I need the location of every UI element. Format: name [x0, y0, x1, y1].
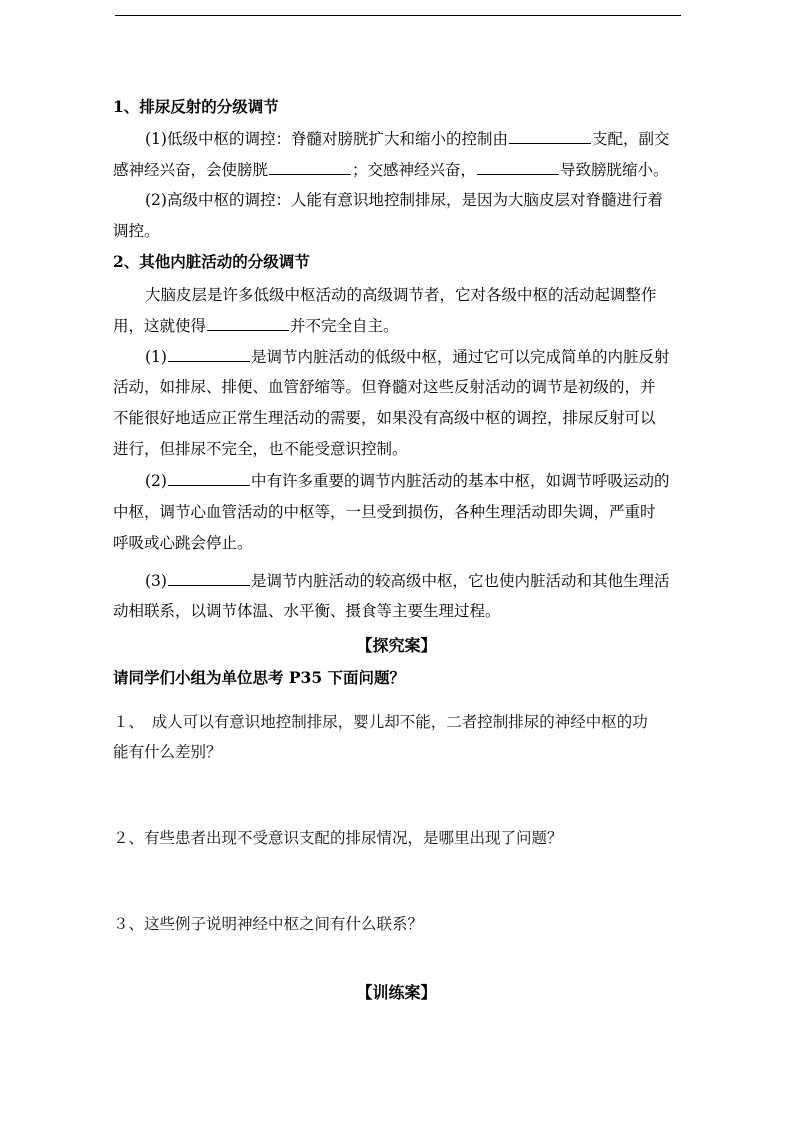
text: 感神经兴奋，会使膀胱: [113, 161, 269, 179]
s2-item1-line4: 进行，但排尿不完全，也不能受意识控制。: [113, 440, 408, 458]
question-3: ３、这些例子说明神经中枢之间有什么联系？: [113, 915, 424, 933]
explore-prompt: 请同学们小组为单位思考 P35 下面问题？: [113, 668, 406, 687]
section1-heading: 1、排尿反射的分级调节: [113, 97, 279, 116]
answer-blank[interactable]: [477, 159, 559, 175]
answer-blank[interactable]: [269, 159, 351, 175]
s1-p2-line2: 调控。: [113, 222, 160, 240]
answer-blank[interactable]: [207, 315, 289, 331]
s2-item1-line1: [145, 346, 693, 367]
text: (2): [145, 472, 167, 490]
header-rule: [115, 15, 681, 16]
answer-blank[interactable]: [509, 128, 591, 144]
s2-intro-line2: [113, 315, 693, 336]
text: (1): [145, 348, 167, 366]
text: 是调节内脏活动的低级中枢，通过它可以完成简单的内脏反射: [250, 348, 670, 366]
text: 中有许多重要的调节内脏活动的基本中枢，如调节呼吸运动的: [250, 472, 670, 490]
s2-intro-line1: 大脑皮层是许多低级中枢活动的高级调节者，它对各级中枢的活动起调整作: [145, 286, 657, 304]
s2-item2-line3: 呼吸或心跳会停止。: [113, 534, 253, 552]
answer-blank[interactable]: [168, 346, 250, 362]
text: 导致膀胱缩小。: [560, 161, 669, 179]
s2-item2-line2: 中枢，调节心血管活动的中枢等，一旦受到损伤，各种生理活动即失调，严重时: [113, 503, 656, 521]
s2-item1-line2: 活动，如排尿、排便、血管舒缩等。但脊髓对这些反射活动的调节是初级的，并: [113, 378, 656, 396]
text: 并不完全自主。: [290, 317, 399, 335]
question-1-line2: 能有什么差别？: [113, 743, 222, 761]
s2-item3-line2: 动相联系，以调节体温、水平衡、摄食等主要生理过程。: [113, 602, 501, 620]
text: (3): [145, 572, 167, 590]
text: ；交感神经兴奋，: [352, 161, 477, 179]
s1-p1-line1: [145, 128, 693, 149]
answer-blank[interactable]: [168, 570, 250, 586]
training-title: 【训练案】: [356, 983, 437, 1002]
text: 支配，副交: [591, 130, 670, 148]
text: 是调节内脏活动的较高级中枢，它也使内脏活动和其他生理活: [250, 572, 670, 590]
text: (1)低级中枢的调控：脊髓对膀胱扩大和缩小的控制由: [145, 130, 508, 148]
s1-p1-line2: [113, 159, 693, 180]
s1-p2-line1: (2)高级中枢的调控：人能有意识地控制排尿，是因为大脑皮层对脊髓进行着: [145, 191, 663, 209]
s2-item2-line1: [145, 470, 693, 491]
s2-item3-line1: [145, 570, 693, 591]
answer-blank[interactable]: [168, 470, 250, 486]
question-2: ２、有些患者出现不受意识支配的排尿情况，是哪里出现了问题？: [113, 829, 563, 847]
explore-title: 【探究案】: [356, 636, 437, 655]
text: 用，这就使得: [113, 317, 207, 335]
s2-item1-line3: 不能很好地适应正常生理活动的需要，如果没有高级中枢的调控，排尿反射可以: [113, 409, 656, 427]
question-1-line1: １、 成人可以有意识地控制排尿，婴儿却不能，二者控制排尿的神经中枢的功: [113, 713, 648, 731]
section2-heading: 2、其他内脏活动的分级调节: [113, 252, 310, 271]
